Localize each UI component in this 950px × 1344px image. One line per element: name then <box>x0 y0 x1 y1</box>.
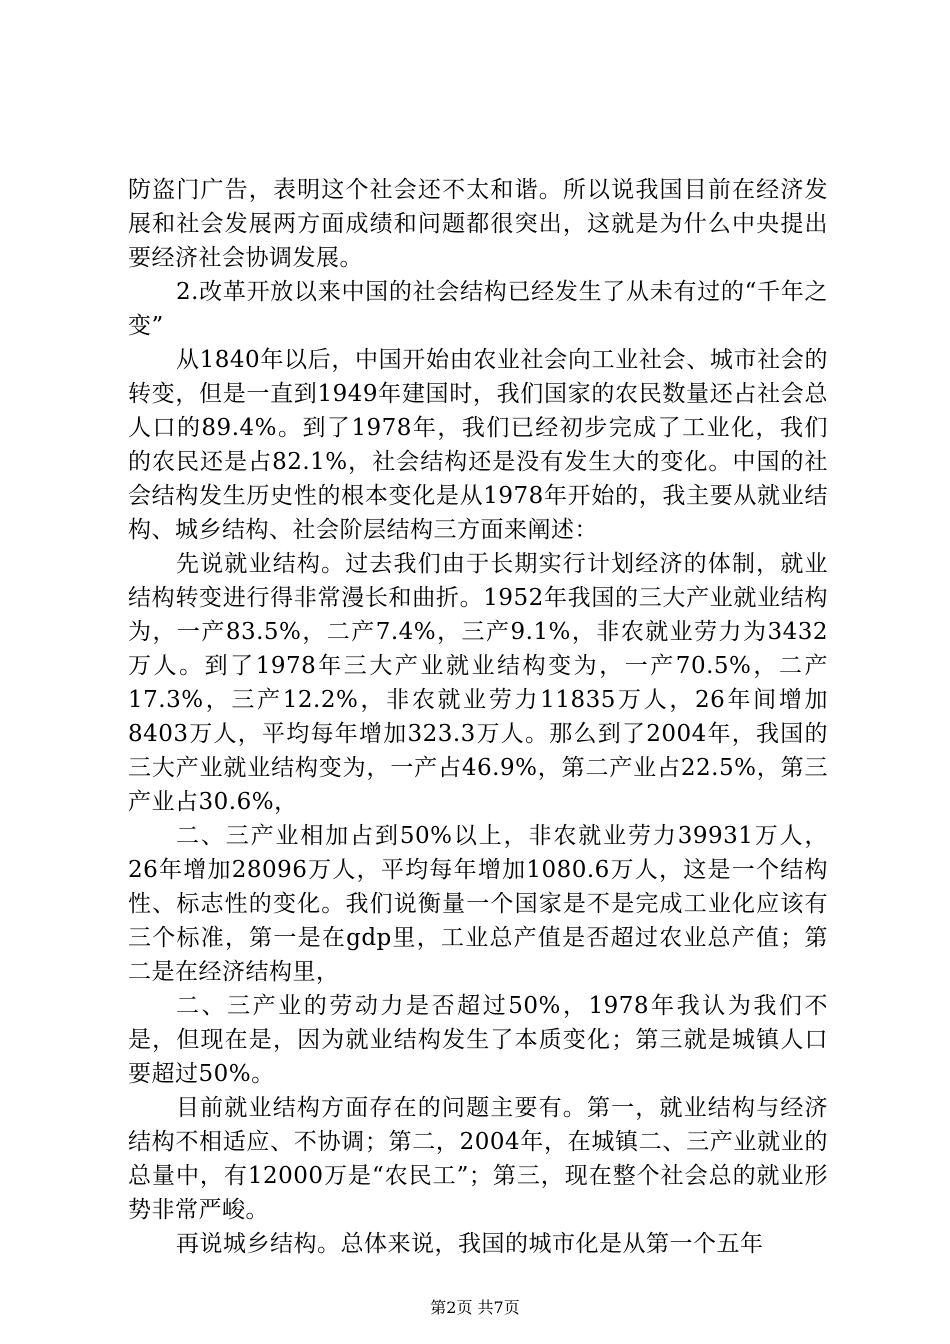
paragraph-8: 再说城乡结构。总体来说，我国的城市化是从第一个五年 <box>176 1231 764 1257</box>
paragraph-7: 目前就业结构方面存在的问题主要有。第一，就业结构与经济结构不相适应、不协调；第二，2004年，在城镇二、三产业就业的总量中，有12000万是“农民工”；第三，现在整个社会总的就业形势非常严峻。 <box>128 1095 828 1223</box>
paragraph-5: 二、三产业相加占到50%以上，非农就业劳力39931万人，26年增加28096万人，平均每年增加1080.6万人，这是一个结构性、标志性的变化。我们说衡量一个国家是不是完成工业化应该有三个标准，第一是在gdp里，工业总产值是否超过农业总产值；第二是在经济结构里， <box>128 823 828 985</box>
paragraph-6: 二、三产业的劳动力是否超过50%，1978年我认为我们不是，但现在是，因为就业结构发生了本质变化；第三就是城镇人口要超过50%。 <box>128 993 828 1087</box>
document-body <box>128 173 828 1261</box>
page-number-footer: 第2页 共7页 <box>430 1298 520 1317</box>
paragraph-4: 先说就业结构。过去我们由于长期实行计划经济的体制，就业结构转变进行得非常漫长和曲折。1952年我国的三大产业就业结构为，一产83.5%，二产7.4%，三产9.1%，非农就业劳力为3432万人。到了1978年三大产业就业结构变为，一产70.5%，二产17.3%，三产12.2%，非农就业劳力11835万人，26年间增加8403万人，平均每年增加323.3万人。那么到了2004年，我国的三大产业就业结构变为，一产占46.9%，第二产业占22.5%，第三产业占30.6%， <box>128 551 828 815</box>
paragraph-2-heading: 2.改革开放以来中国的社会结构已经发生了从未有过的“千年之变” <box>128 279 828 339</box>
paragraph-3: 从1840年以后，中国开始由农业社会向工业社会、城市社会的转变，但是一直到1949年建国时，我们国家的农民数量还占社会总人口的89.4%。到了1978年，我们已经初步完成了工业化，我们的农民还是占82.1%，社会结构还是没有发生大的变化。中国的社会结构发生历史性的根本变化是从1978年开始的，我主要从就业结构、城乡结构、社会阶层结构三方面来阐述： <box>128 347 828 543</box>
paragraph-1: 防盗门广告，表明这个社会还不太和谐。所以说我国目前在经济发展和社会发展两方面成绩和问题都很突出，这就是为什么中央提出要经济社会协调发展。 <box>128 177 828 271</box>
